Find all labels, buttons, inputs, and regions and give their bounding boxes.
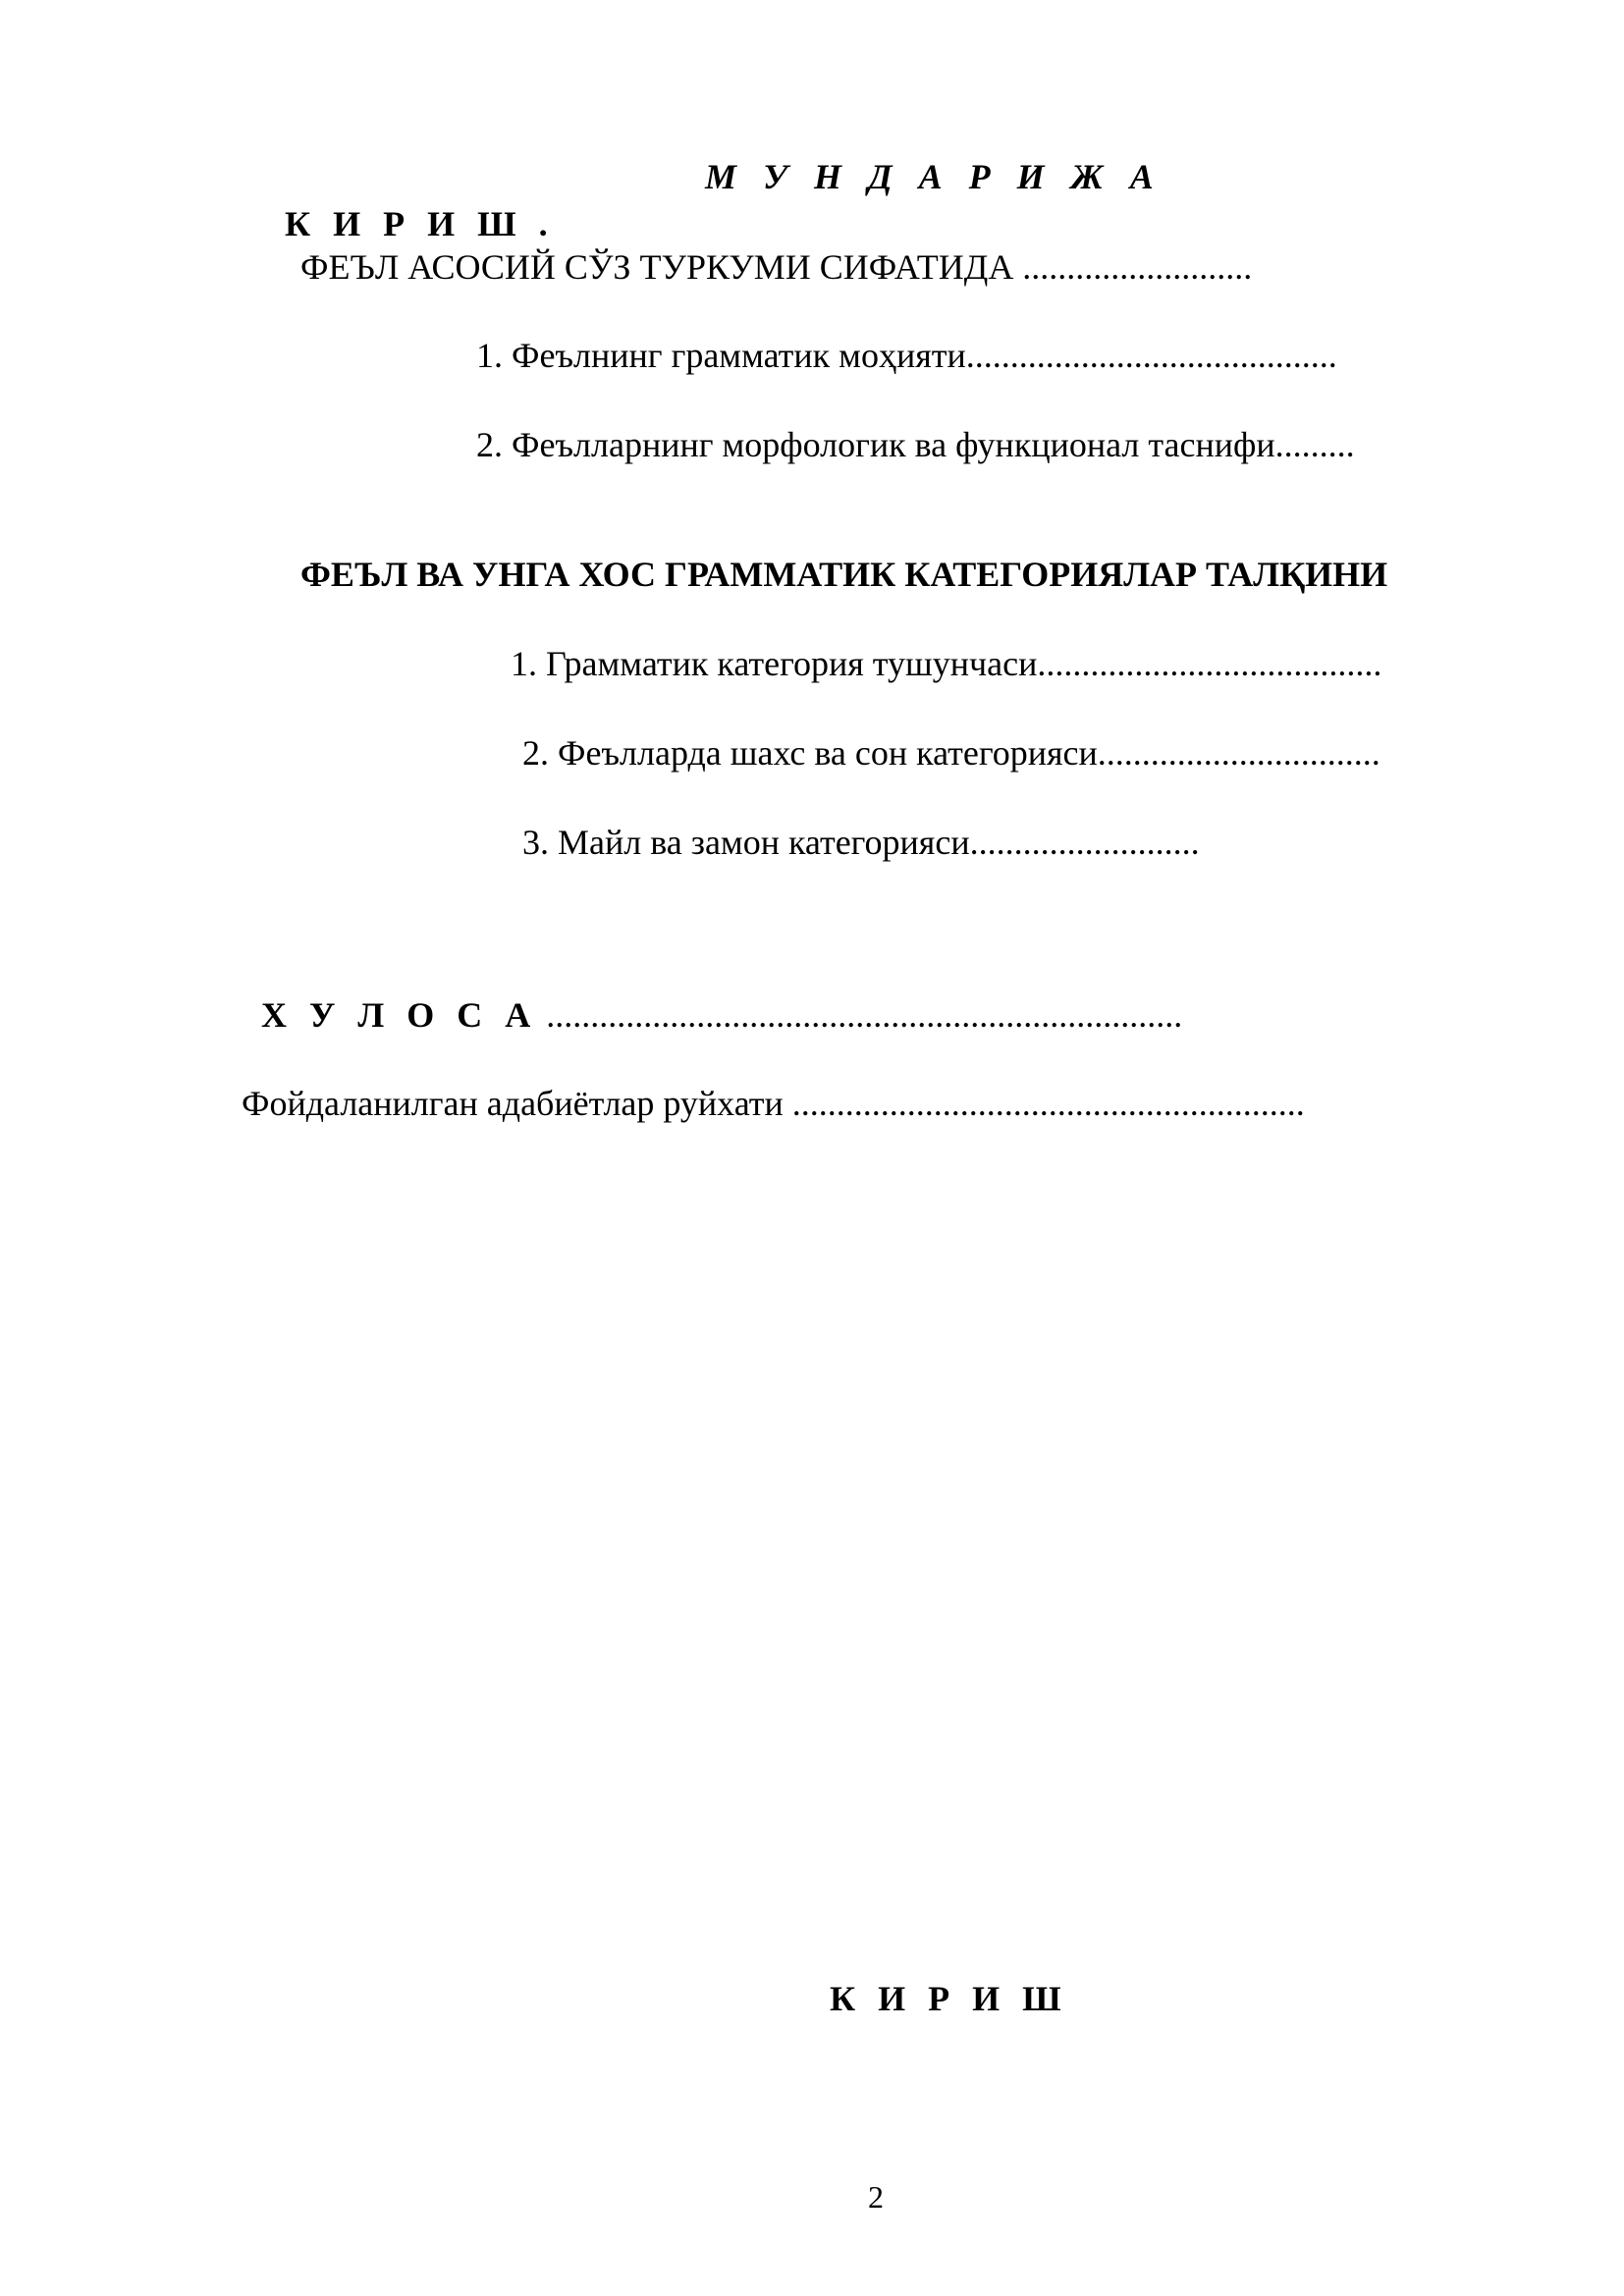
chapter2-item-3: 3. Майл ва замон категорияси.......................... [522, 823, 1200, 862]
conclusion-line [261, 993, 1182, 1037]
chapter1-item-2: 2. Феълларнинг морфологик ва функционал таснифи......... [476, 425, 1355, 464]
conclusion-label: Х У Л О С А [261, 995, 538, 1035]
chapter1-title: ФЕЪЛ АСОСИЙ СЎЗ ТУРКУМИ СИФАТИДА .......................... [300, 247, 1253, 287]
chapter1-item-1: 1. Феълнинг грамматик моҳияти.......................................... [476, 336, 1337, 375]
toc-title: М У Н Д А Р И Ж А [705, 157, 1163, 196]
chapter2-title: ФЕЪЛ ВА УНГА ХОС ГРАММАТИК КАТЕГОРИЯЛАР ТАЛҚИНИ [300, 555, 1388, 594]
page-number: 2 [868, 2179, 884, 2215]
references-line: Фойдаланилган адабиётлар руйхати .......................................................... [242, 1084, 1305, 1123]
intro-section-heading: К И Р И Ш [830, 1979, 1068, 2018]
chapter2-item-2: 2. Феълларда шахс ва сон категорияси................................ [522, 733, 1380, 773]
chapter2-item-1: 1. Грамматик категория тушунчаси....................................... [511, 644, 1382, 683]
conclusion-dots: ........................................................................ [537, 995, 1183, 1035]
intro-heading: К И Р И Ш . [285, 204, 555, 243]
